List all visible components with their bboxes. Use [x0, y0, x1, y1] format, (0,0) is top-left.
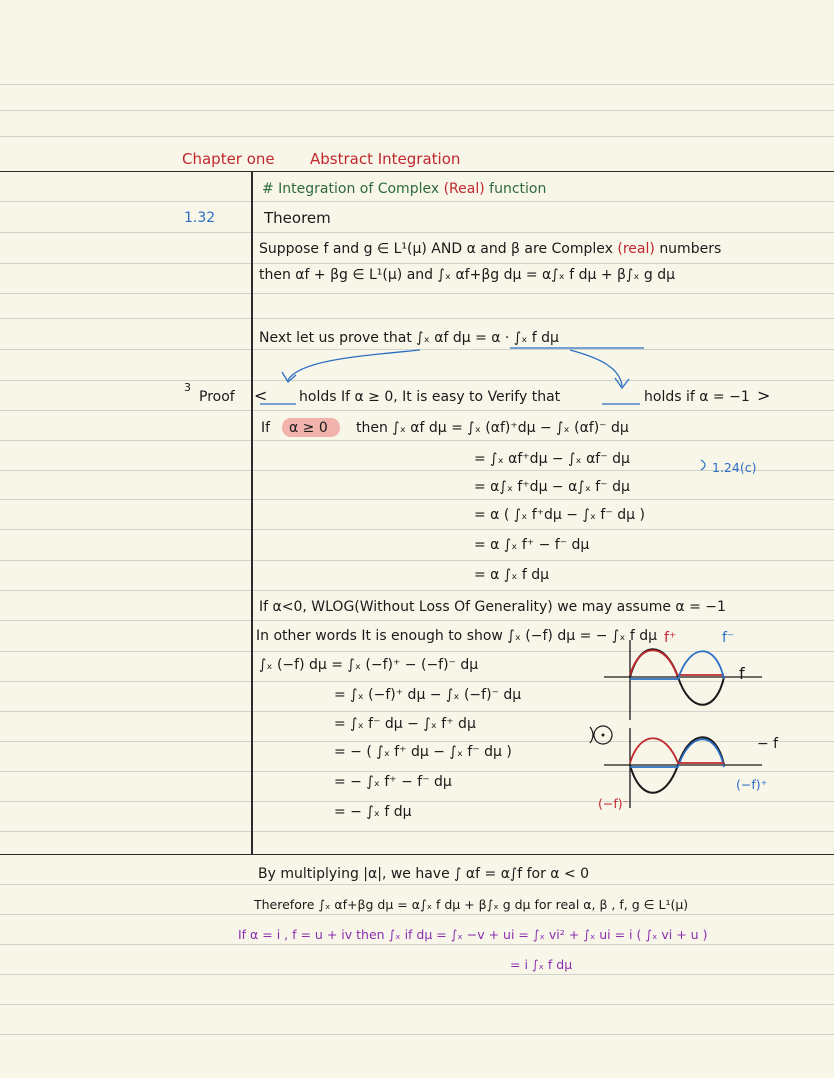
- neg-step-5: = − ∫ₓ f dμ: [334, 804, 412, 820]
- label-neg-f-plus: (−f)⁺: [736, 777, 768, 792]
- complex-case-line: If α = i , f = u + iv then ∫ₓ if dμ = ∫ₓ −v + ui = ∫ₓ vi² + ∫ₓ ui = i ( ∫ₓ vi + u ): [238, 927, 708, 942]
- section-heading: # Integration of Complex (Real) function: [262, 181, 547, 197]
- label-f: f: [739, 664, 745, 683]
- proof-cases-line-b: holds if α = −1: [644, 389, 750, 405]
- theorem-label: Theorem: [264, 209, 331, 227]
- theorem-line-1: Suppose f and g ∈ L¹(μ) AND α and β are Complex (real) numbers: [259, 241, 722, 257]
- step-3: = α ( ∫ₓ f⁺dμ − ∫ₓ f⁻ dμ ): [474, 507, 645, 523]
- label-neg-f-minus: (−f)⁻: [598, 796, 630, 811]
- step-1: = ∫ₓ αf⁺dμ − ∫ₓ αf⁻ dμ: [474, 451, 630, 467]
- next-statement: Next let us prove that ∫ₓ αf dμ = α · ∫ₓ f dμ: [259, 330, 559, 346]
- proof-cases-line: holds If α ≥ 0, It is easy to Verify that: [299, 389, 561, 405]
- label-neg-f: − f: [757, 736, 779, 752]
- neg-step-4: = − ∫ₓ f⁺ − f⁻ dμ: [334, 774, 452, 790]
- neg-step-3: = − ( ∫ₓ f⁺ dμ − ∫ₓ f⁻ dμ ): [334, 744, 512, 760]
- condition-text: α ≥ 0: [289, 420, 328, 436]
- step-2: = α∫ₓ f⁺dμ − α∫ₓ f⁻ dμ: [474, 479, 630, 495]
- theorem-line-2: then αf + βg ∈ L¹(μ) and ∫ₓ αf+βg dμ = α∫ₓ f dμ + β∫ₓ g dμ: [259, 267, 676, 283]
- complex-result-line: = i ∫ₓ f dμ: [510, 957, 573, 972]
- label-f-minus: f⁻: [722, 630, 735, 646]
- step-4: = α ∫ₓ f⁺ − f⁻ dμ: [474, 537, 590, 553]
- other-words-line: In other words It is enough to show ∫ₓ (−f) dμ = − ∫ₓ f dμ: [256, 628, 658, 644]
- therefore-line: Therefore ∫ₓ αf+βg dμ = α∫ₓ f dμ + β∫ₓ g dμ for real α, β , f, g ∈ L¹(μ): [254, 897, 689, 912]
- neg-step-2: = ∫ₓ f⁻ dμ − ∫ₓ f⁺ dμ: [334, 716, 476, 732]
- then-equation: then ∫ₓ αf dμ = ∫ₓ (αf)⁺dμ − ∫ₓ (αf)⁻ dμ: [356, 420, 629, 436]
- if-prefix: If: [261, 420, 271, 436]
- angle-open: <: [254, 386, 268, 405]
- wlog-line: If α<0, WLOG(Without Loss Of Generality) we may assume α = −1: [259, 599, 726, 615]
- reference-note: 1.24(c): [712, 460, 757, 475]
- neg-step-1: = ∫ₓ (−f)⁺ dμ − ∫ₓ (−f)⁻ dμ: [334, 687, 522, 703]
- angle-close: >: [757, 386, 771, 405]
- label-f-plus: f⁺: [664, 630, 677, 646]
- proof-marker: 3: [184, 381, 191, 394]
- proof-label: Proof: [199, 389, 235, 405]
- chapter-title: Abstract Integration: [310, 150, 461, 168]
- chapter-label: Chapter one: [182, 150, 275, 168]
- theorem-number: 1.32: [184, 210, 216, 226]
- neg-first-line: ∫ₓ (−f) dμ = ∫ₓ (−f)⁺ − (−f)⁻ dμ: [259, 657, 479, 673]
- multiply-line: By multiplying |α|, we have ∫ αf = α∫f for α < 0: [258, 866, 590, 882]
- step-5: = α ∫ₓ f dμ: [474, 567, 549, 583]
